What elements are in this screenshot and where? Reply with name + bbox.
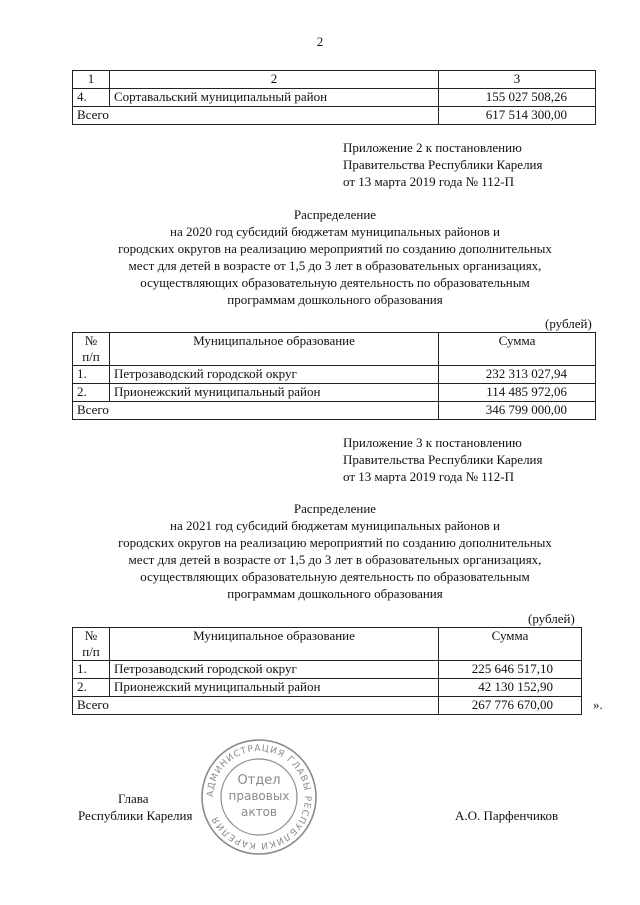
appendix3-line: Приложение 3 к постановлению	[343, 435, 522, 450]
appendix2-heading	[343, 139, 543, 190]
total-sum: 617 514 300,00	[439, 107, 596, 125]
appendix3-table	[72, 627, 582, 715]
header-name: Муниципальное образование	[110, 333, 439, 366]
page-number: 2	[316, 34, 324, 49]
stamp-line: Отдел	[237, 773, 281, 788]
table-row	[73, 661, 582, 679]
row-number: 2.	[73, 679, 110, 697]
total-label: Всего	[73, 107, 439, 125]
row-number: 4.	[73, 89, 110, 107]
header-name: Муниципальное образование	[110, 628, 439, 661]
table-total-row	[73, 697, 582, 715]
header-num-line1: №	[84, 333, 98, 348]
header-cell-3: 3	[439, 71, 596, 89]
stamp-line: актов	[240, 805, 278, 819]
title-line: Распределение	[293, 501, 377, 516]
total-label: Всего	[73, 402, 439, 420]
table-row	[73, 89, 596, 107]
stamp-ring-text: АДМИНИСТРАЦИЯ ГЛАВЫ РЕСПУБЛИКИ КАРЕЛИЯ	[205, 743, 313, 851]
appendix2-line: от 13 марта 2019 года № 112-П	[343, 174, 515, 189]
row-name: Петрозаводский городской округ	[110, 366, 439, 384]
appendix3-line: Правительства Республики Карелия	[343, 452, 543, 467]
row-number: 1.	[73, 366, 110, 384]
title-line: мест для детей в возрасте от 1,5 до 3 лет в образовательных организациях,	[128, 258, 542, 273]
row-sum: 225 646 517,10	[439, 661, 582, 679]
row-sum: 114 485 972,06	[439, 384, 596, 402]
row-name: Сортавальский муниципальный район	[110, 89, 439, 107]
table-total-row	[73, 107, 596, 125]
title-line: на 2020 год субсидий бюджетам муниципальных районов и	[169, 224, 500, 239]
appendix2-unit: (рублей)	[545, 316, 592, 331]
appendix2-table	[72, 332, 596, 420]
title-line: осуществляющих образовательную деятельность по образовательным	[140, 275, 530, 290]
total-sum: 346 799 000,00	[439, 402, 596, 420]
table-row	[73, 679, 582, 697]
title-line: городских округов на реализацию мероприятий по созданию дополнительных	[118, 241, 552, 256]
table-row	[73, 384, 596, 402]
title-line: городских округов на реализацию мероприятий по созданию дополнительных	[118, 535, 552, 550]
header-num	[73, 333, 110, 366]
appendix3-line: от 13 марта 2019 года № 112-П	[343, 469, 515, 484]
table-header-row	[73, 628, 582, 661]
appendix2-line: Приложение 2 к постановлению	[343, 140, 522, 155]
title-line: мест для детей в возрасте от 1,5 до 3 лет в образовательных организациях,	[128, 552, 542, 567]
total-sum: 267 776 670,00	[439, 697, 582, 715]
appendix3-unit: (рублей)	[528, 611, 575, 626]
title-line: осуществляющих образовательную деятельность по образовательным	[140, 569, 530, 584]
row-number: 1.	[73, 661, 110, 679]
table-total-row	[73, 402, 596, 420]
row-sum: 155 027 508,26	[439, 89, 596, 107]
header-num-line2: п/п	[82, 644, 100, 659]
header-cell-1: 1	[73, 71, 110, 89]
header-num-line2: п/п	[82, 349, 100, 364]
signature-title-line2: Республики Карелия	[78, 808, 193, 823]
office-stamp	[200, 738, 318, 856]
table-header-row	[73, 333, 596, 366]
row-number: 2.	[73, 384, 110, 402]
title-line: программам дошкольного образования	[227, 586, 443, 601]
table-header-row	[73, 71, 596, 89]
signature-title-line1: Глава	[118, 791, 149, 806]
header-num-line1: №	[84, 628, 98, 643]
table-continued	[72, 70, 596, 125]
stamp-line: правовых	[228, 789, 290, 803]
row-name: Петрозаводский городской округ	[110, 661, 439, 679]
appendix3-title	[60, 500, 610, 602]
stamp-seal-icon	[200, 738, 318, 856]
signature-name: А.О. Парфенчиков	[455, 808, 559, 823]
header-sum: Сумма	[439, 628, 582, 661]
header-sum: Сумма	[439, 333, 596, 366]
appendix2-title	[60, 206, 610, 308]
appendix3-heading	[343, 434, 543, 485]
table-row	[73, 366, 596, 384]
title-line: на 2021 год субсидий бюджетам муниципальных районов и	[169, 518, 500, 533]
header-num	[73, 628, 110, 661]
appendix2-line: Правительства Республики Карелия	[343, 157, 543, 172]
row-sum: 42 130 152,90	[439, 679, 582, 697]
title-line: Распределение	[293, 207, 377, 222]
row-name: Прионежский муниципальный район	[110, 384, 439, 402]
header-cell-2: 2	[110, 71, 439, 89]
closing-quote: ».	[593, 697, 603, 712]
row-name: Прионежский муниципальный район	[110, 679, 439, 697]
row-sum: 232 313 027,94	[439, 366, 596, 384]
title-line: программам дошкольного образования	[227, 292, 443, 307]
total-label: Всего	[73, 697, 439, 715]
